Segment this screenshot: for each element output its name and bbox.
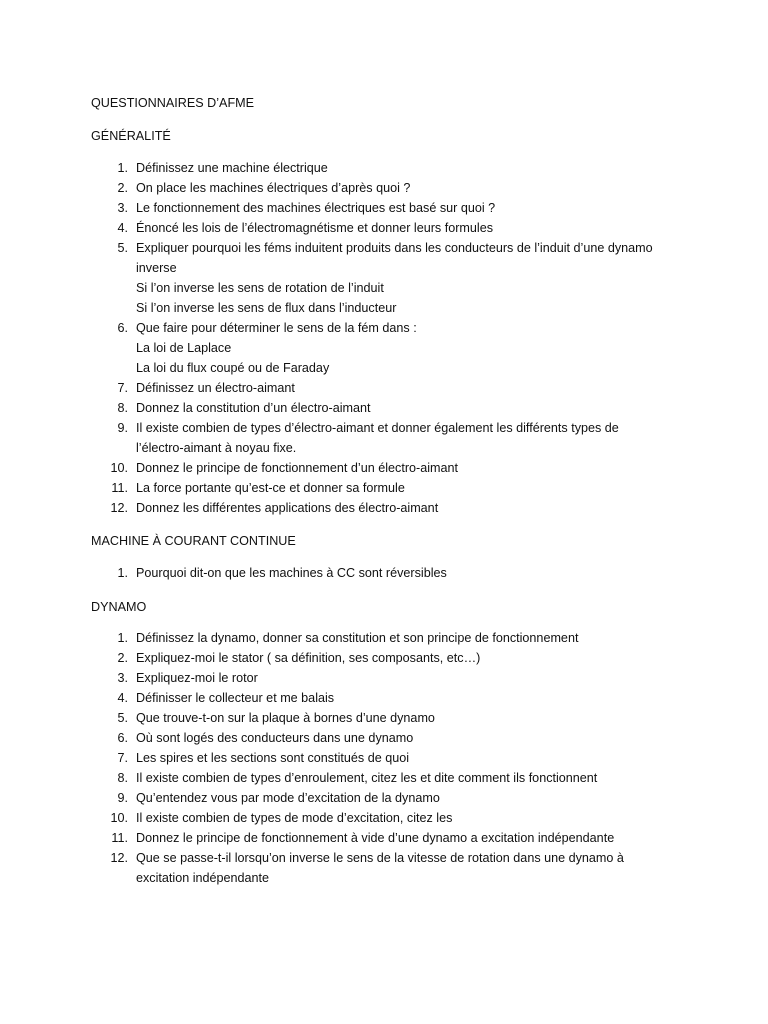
question-text-line: Les spires et les sections sont constitués de quoi — [136, 751, 410, 765]
question-item — [0, 648, 676, 668]
question-item — [0, 788, 676, 808]
section-heading-dynamo: DYNAMO — [91, 600, 147, 614]
question-number: 3. — [117, 671, 128, 685]
question-item — [0, 748, 676, 768]
question-item — [0, 808, 676, 828]
question-text-line: Expliquez-moi le rotor — [136, 671, 258, 685]
question-number: 10. — [110, 811, 128, 825]
question-number: 3. — [117, 201, 128, 215]
question-item — [0, 628, 676, 648]
question-item — [0, 848, 676, 888]
question-list-dynamo — [0, 628, 676, 888]
question-item — [0, 563, 676, 583]
question-item — [0, 668, 676, 688]
question-number: 7. — [117, 381, 128, 395]
question-number: 5. — [117, 711, 128, 725]
question-number: 2. — [117, 651, 128, 665]
question-item — [0, 398, 676, 418]
question-text-line: Que se passe-t-il lorsqu’on inverse le sens de la vitesse de rotation dans une dynamo à — [136, 851, 624, 865]
question-item — [0, 478, 676, 498]
question-item — [0, 178, 676, 198]
question-text-line: Définisser le collecteur et me balais — [136, 691, 335, 705]
question-text-line: Il existe combien de types d’électro-aimant et donner également les différents types de — [136, 421, 619, 435]
question-number: 5. — [117, 241, 128, 255]
question-text-line: La loi du flux coupé ou de Faraday — [136, 361, 330, 375]
question-text-line: Si l’on inverse les sens de flux dans l’inducteur — [136, 301, 397, 315]
question-number: 1. — [117, 161, 128, 175]
question-text-line: Que trouve-t-on sur la plaque à bornes d’une dynamo — [136, 711, 435, 725]
question-number: 1. — [117, 631, 128, 645]
question-item — [0, 378, 676, 398]
question-text-line: Pourquoi dit-on que les machines à CC sont réversibles — [136, 566, 447, 580]
question-text-line: Que faire pour déterminer le sens de la fém dans : — [136, 321, 417, 335]
question-text-line: Expliquer pourquoi les féms induitent produits dans les conducteurs de l’induit d’une dynamo — [136, 241, 653, 255]
section-heading-generalite: GÉNÉRALITÉ — [91, 129, 171, 143]
question-item — [0, 198, 676, 218]
question-number: 4. — [117, 691, 128, 705]
question-number: 6. — [117, 731, 128, 745]
question-text-line: Énoncé les lois de l’électromagnétisme et donner leurs formules — [136, 221, 494, 235]
question-text-line: La force portante qu’est-ce et donner sa formule — [136, 481, 405, 495]
question-text-line: On place les machines électriques d’après quoi ? — [136, 181, 411, 195]
question-text-line: Définissez une machine électrique — [136, 161, 328, 175]
question-item — [0, 828, 676, 848]
question-item — [0, 458, 676, 478]
question-item — [0, 318, 676, 378]
question-text-line: Donnez le principe de fonctionnement à vide d’une dynamo a excitation indépendante — [136, 831, 615, 845]
question-item — [0, 158, 676, 178]
question-text-line: l’électro-aimant à noyau fixe. — [136, 441, 297, 455]
question-item — [0, 708, 676, 728]
question-text-line: Expliquez-moi le stator ( sa définition, ses composants, etc…) — [136, 651, 481, 665]
question-item — [0, 218, 676, 238]
question-text-line: Le fonctionnement des machines électriques est basé sur quoi ? — [136, 201, 496, 215]
question-number: 2. — [117, 181, 128, 195]
question-text-line: excitation indépendante — [136, 871, 270, 885]
question-number: 10. — [110, 461, 128, 475]
question-list-machine-cc — [0, 563, 676, 583]
question-number: 9. — [117, 421, 128, 435]
question-text-line: inverse — [136, 261, 177, 275]
question-number: 11. — [111, 831, 128, 845]
document-title: QUESTIONNAIRES D’AFME — [91, 96, 255, 110]
question-text-line: Donnez la constitution d’un électro-aimant — [136, 401, 371, 415]
question-item — [0, 498, 676, 518]
question-item — [0, 238, 676, 318]
question-number: 9. — [117, 791, 128, 805]
question-number: 12. — [110, 501, 128, 515]
question-item — [0, 728, 676, 748]
question-text-line: Où sont logés des conducteurs dans une dynamo — [136, 731, 414, 745]
question-text-line: Donnez le principe de fonctionnement d’un électro-aimant — [136, 461, 459, 475]
question-number: 1. — [117, 566, 128, 580]
question-text-line: Qu’entendez vous par mode d’excitation de la dynamo — [136, 791, 440, 805]
question-item — [0, 768, 676, 788]
question-item — [0, 688, 676, 708]
question-number: 4. — [117, 221, 128, 235]
question-number: 12. — [110, 851, 128, 865]
question-text-line: La loi de Laplace — [136, 341, 232, 355]
question-list-generalite — [0, 158, 676, 518]
question-number: 8. — [117, 401, 128, 415]
question-text-line: Définissez la dynamo, donner sa constitution et son principe de fonctionnement — [136, 631, 579, 645]
question-text-line: Il existe combien de types d’enroulement, citez les et dite comment ils fonctionnent — [136, 771, 598, 785]
question-number: 6. — [117, 321, 128, 335]
question-number: 7. — [117, 751, 128, 765]
question-text-line: Donnez les différentes applications des électro-aimant — [136, 501, 439, 515]
question-text-line: Définissez un électro-aimant — [136, 381, 295, 395]
question-text-line: Si l’on inverse les sens de rotation de l’induit — [136, 281, 384, 295]
question-number: 11. — [111, 481, 128, 495]
question-number: 8. — [117, 771, 128, 785]
question-text-line: Il existe combien de types de mode d’excitation, citez les — [136, 811, 453, 825]
question-item — [0, 418, 676, 458]
section-heading-machine-cc: MACHINE À COURANT CONTINUE — [91, 534, 296, 548]
